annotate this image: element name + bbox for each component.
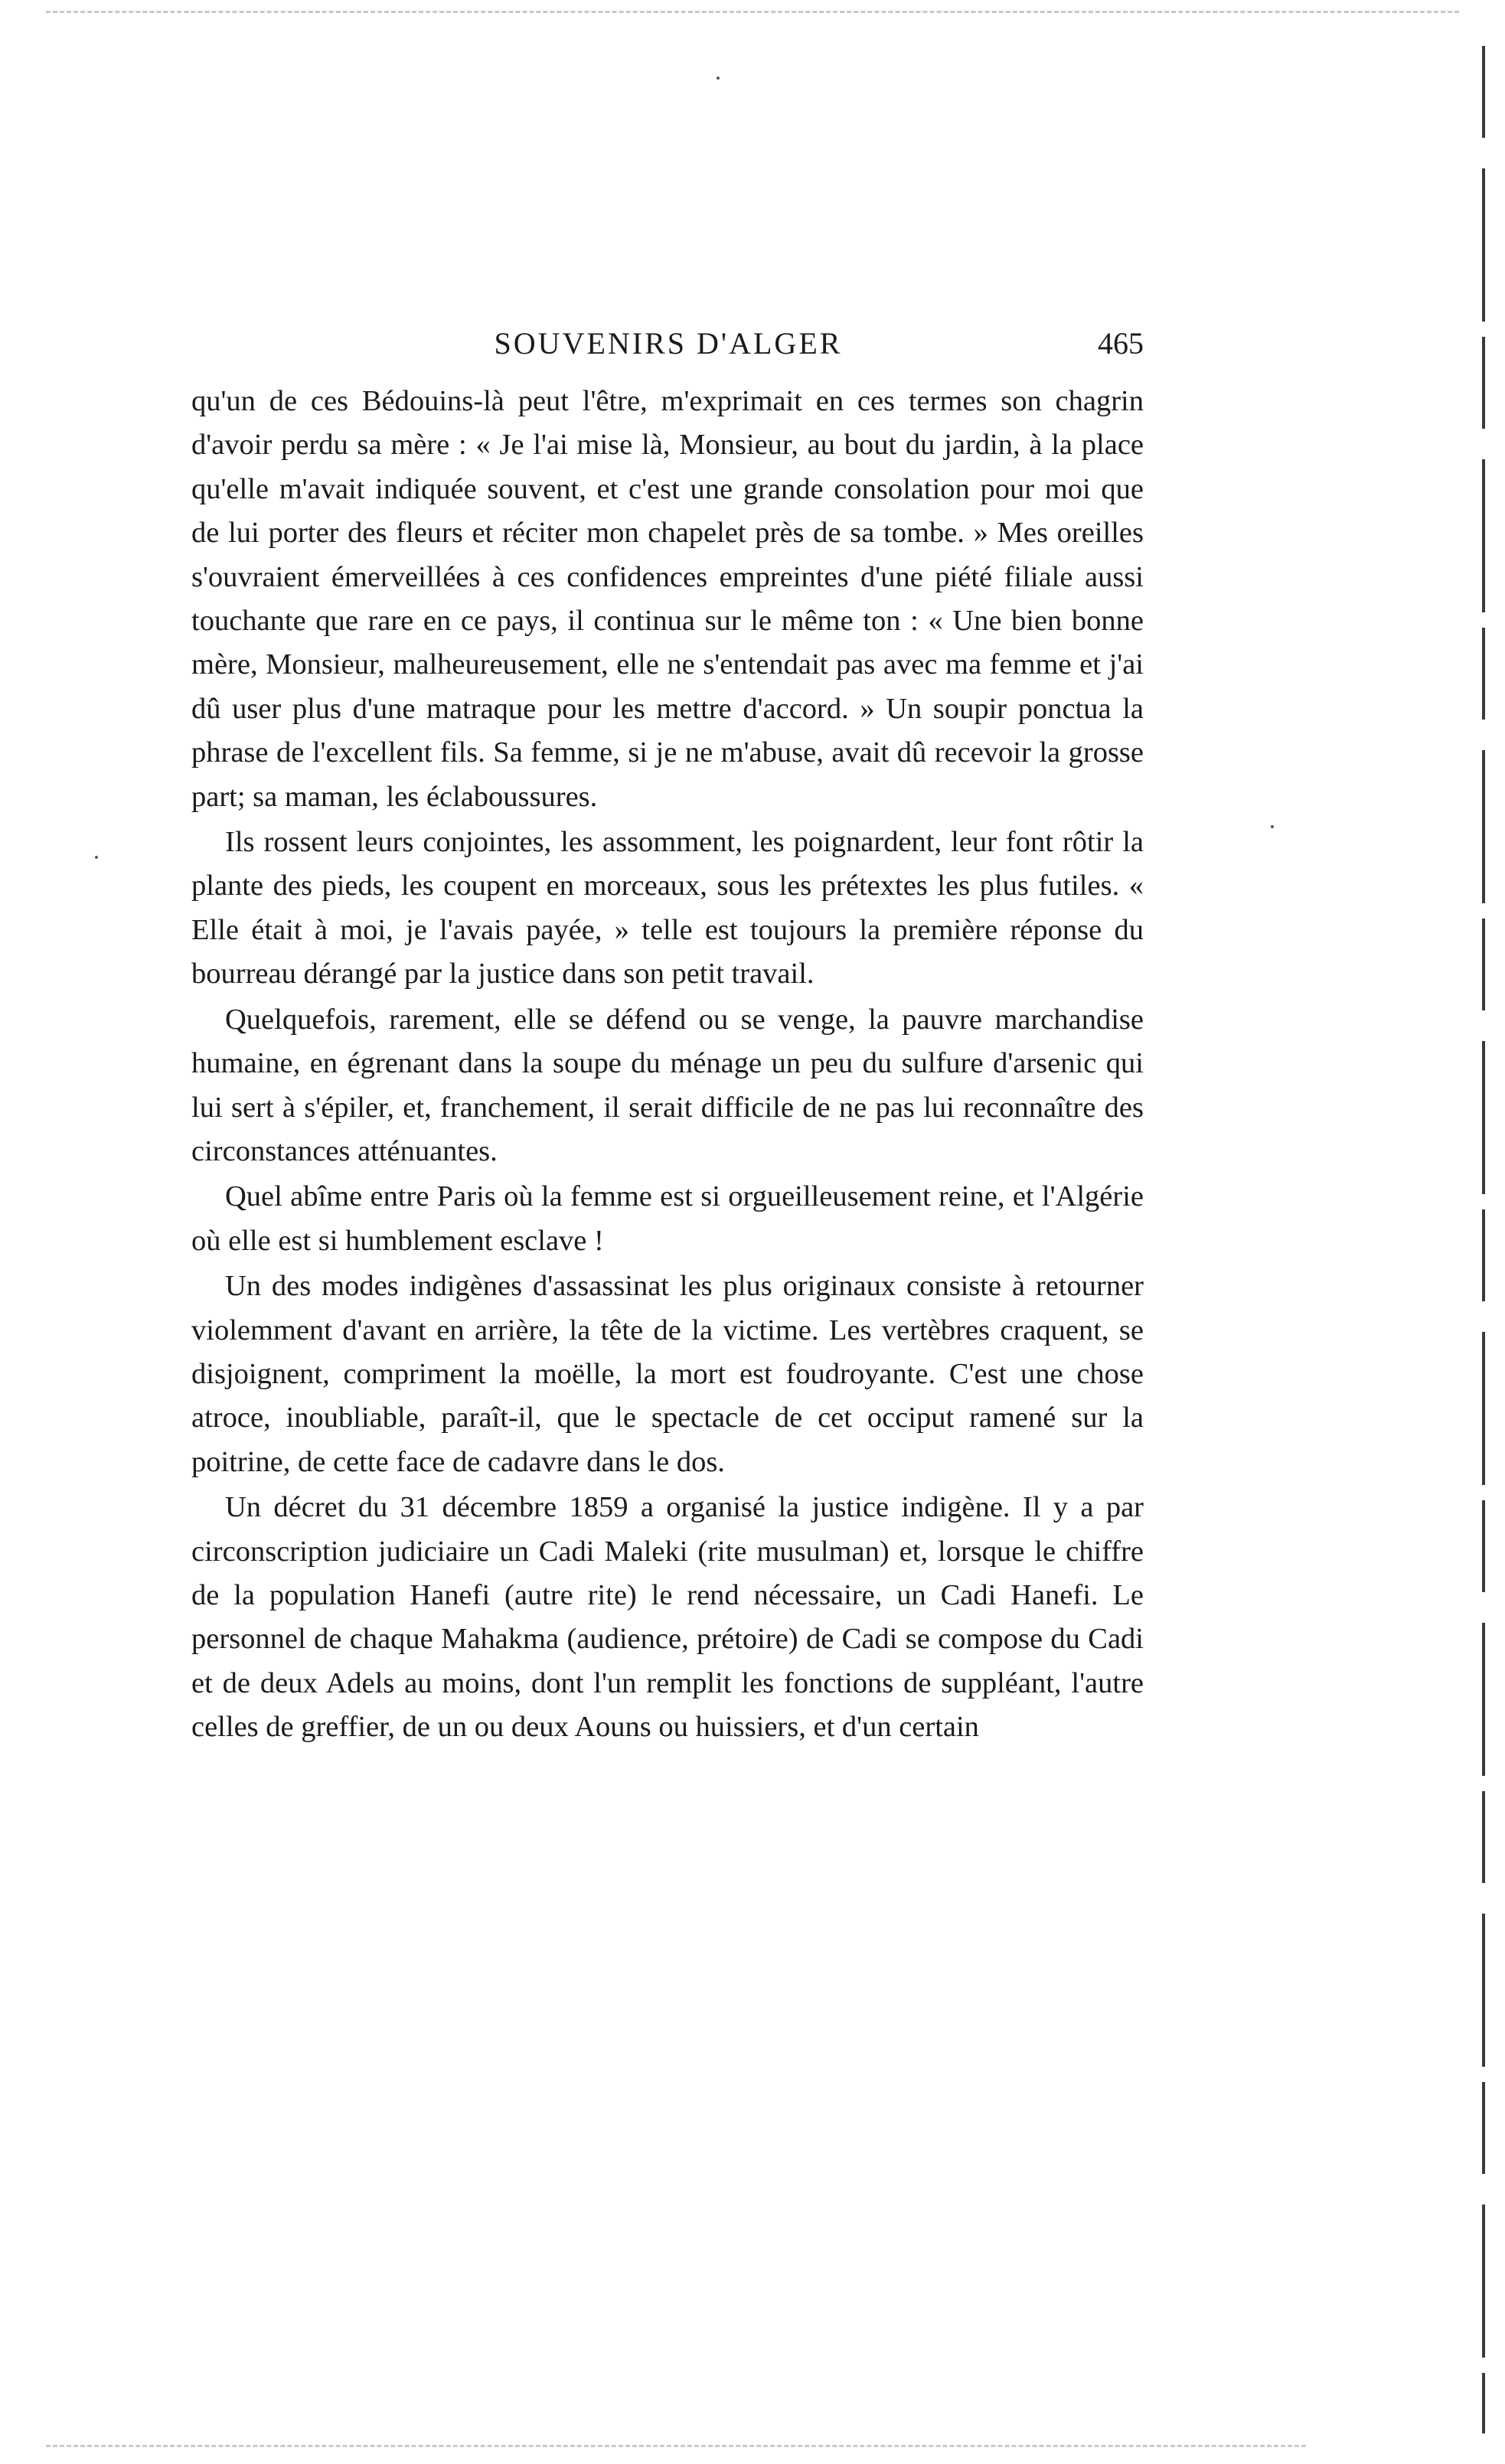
scan-border-top [46, 11, 1459, 13]
body-text [191, 380, 1144, 1751]
scan-edge-right [1482, 46, 1485, 2433]
scan-speck [95, 856, 98, 859]
page-number: 465 [1098, 326, 1144, 361]
scan-border-bottom [46, 2445, 1306, 2447]
page-header [193, 325, 1144, 368]
paragraph: Un décret du 31 décembre 1859 a organisé la justice indigène. Il y a par circonscription judiciaire un Cadi Maleki (rite musulman) et, lorsque le chiffre de la population Hanefi (autre rite) le rend nécessaire, un Cadi Hanefi. Le personnel de chaque Mahakma (audience, prétoire) de Cadi se compose du Cadi et de deux Adels au moins, dont l'un remplit les fonctions de suppléant, l'autre celles de greffier, de un ou deux Aouns ou huissiers, et d'un certain [191, 1491, 1144, 1744]
paragraph: Ils rossent leurs conjointes, les assomment, les poignardent, leur font rôtir la plante des pieds, les coupent en morceaux, sous les prétextes les plus futiles. « Elle était à moi, je l'avais payée, » telle est toujours la première réponse du bourreau dérangé par la justice dans son petit travail. [191, 826, 1144, 990]
paragraph: Un des modes indigènes d'assassinat les plus originaux consiste à retourner violemment d'avant en arrière, la tête de la victime. Les vertèbres craquent, se disjoignent, compriment la moëlle, la mort est foudroyante. C'est une chose atroce, inoubliable, paraît-il, que le spectacle de cet occiput ramené sur la poitrine, de cette face de cadavre dans le dos. [191, 1270, 1144, 1478]
running-title: SOUVENIRS D'ALGER [494, 326, 843, 361]
paragraph: Quelquefois, rarement, elle se défend ou se venge, la pauvre marchandise humaine, en égrenant dans la soupe du ménage un peu du sulfure d'arsenic qui lui sert à s'épiler, et, franchement, il serait difficile de ne pas lui reconnaître des circonstances atténuantes. [191, 1003, 1144, 1167]
paragraph: qu'un de ces Bédouins-là peut l'être, m'exprimait en ces termes son chagrin d'avoir perdu sa mère : « Je l'ai mise là, Monsieur, au bout du jardin, à la place qu'elle m'avait indiquée souvent, et c'est une grande consolation pour moi que de lui porter des fleurs et réciter mon chapelet près de sa tombe. » Mes oreilles s'ouvraient émerveillées à ces confidences empreintes d'une piété filiale aussi touchante que rare en ce pays, il continua sur le même ton : « Une bien bonne mère, Monsieur, malheureusement, elle ne s'entendait pas avec ma femme et j'ai dû user plus d'une matraque pour les mettre d'accord. » Un soupir ponctua la phrase de l'excellent fils. Sa femme, si je ne m'abuse, avait dû recevoir la grosse part; sa maman, les éclaboussures. [191, 385, 1144, 813]
paragraph: Quel abîme entre Paris où la femme est si orgueilleusement reine, et l'Algérie où elle est si humblement esclave ! [191, 1180, 1144, 1257]
scan-speck [1271, 825, 1274, 828]
scan-speck [717, 77, 720, 80]
